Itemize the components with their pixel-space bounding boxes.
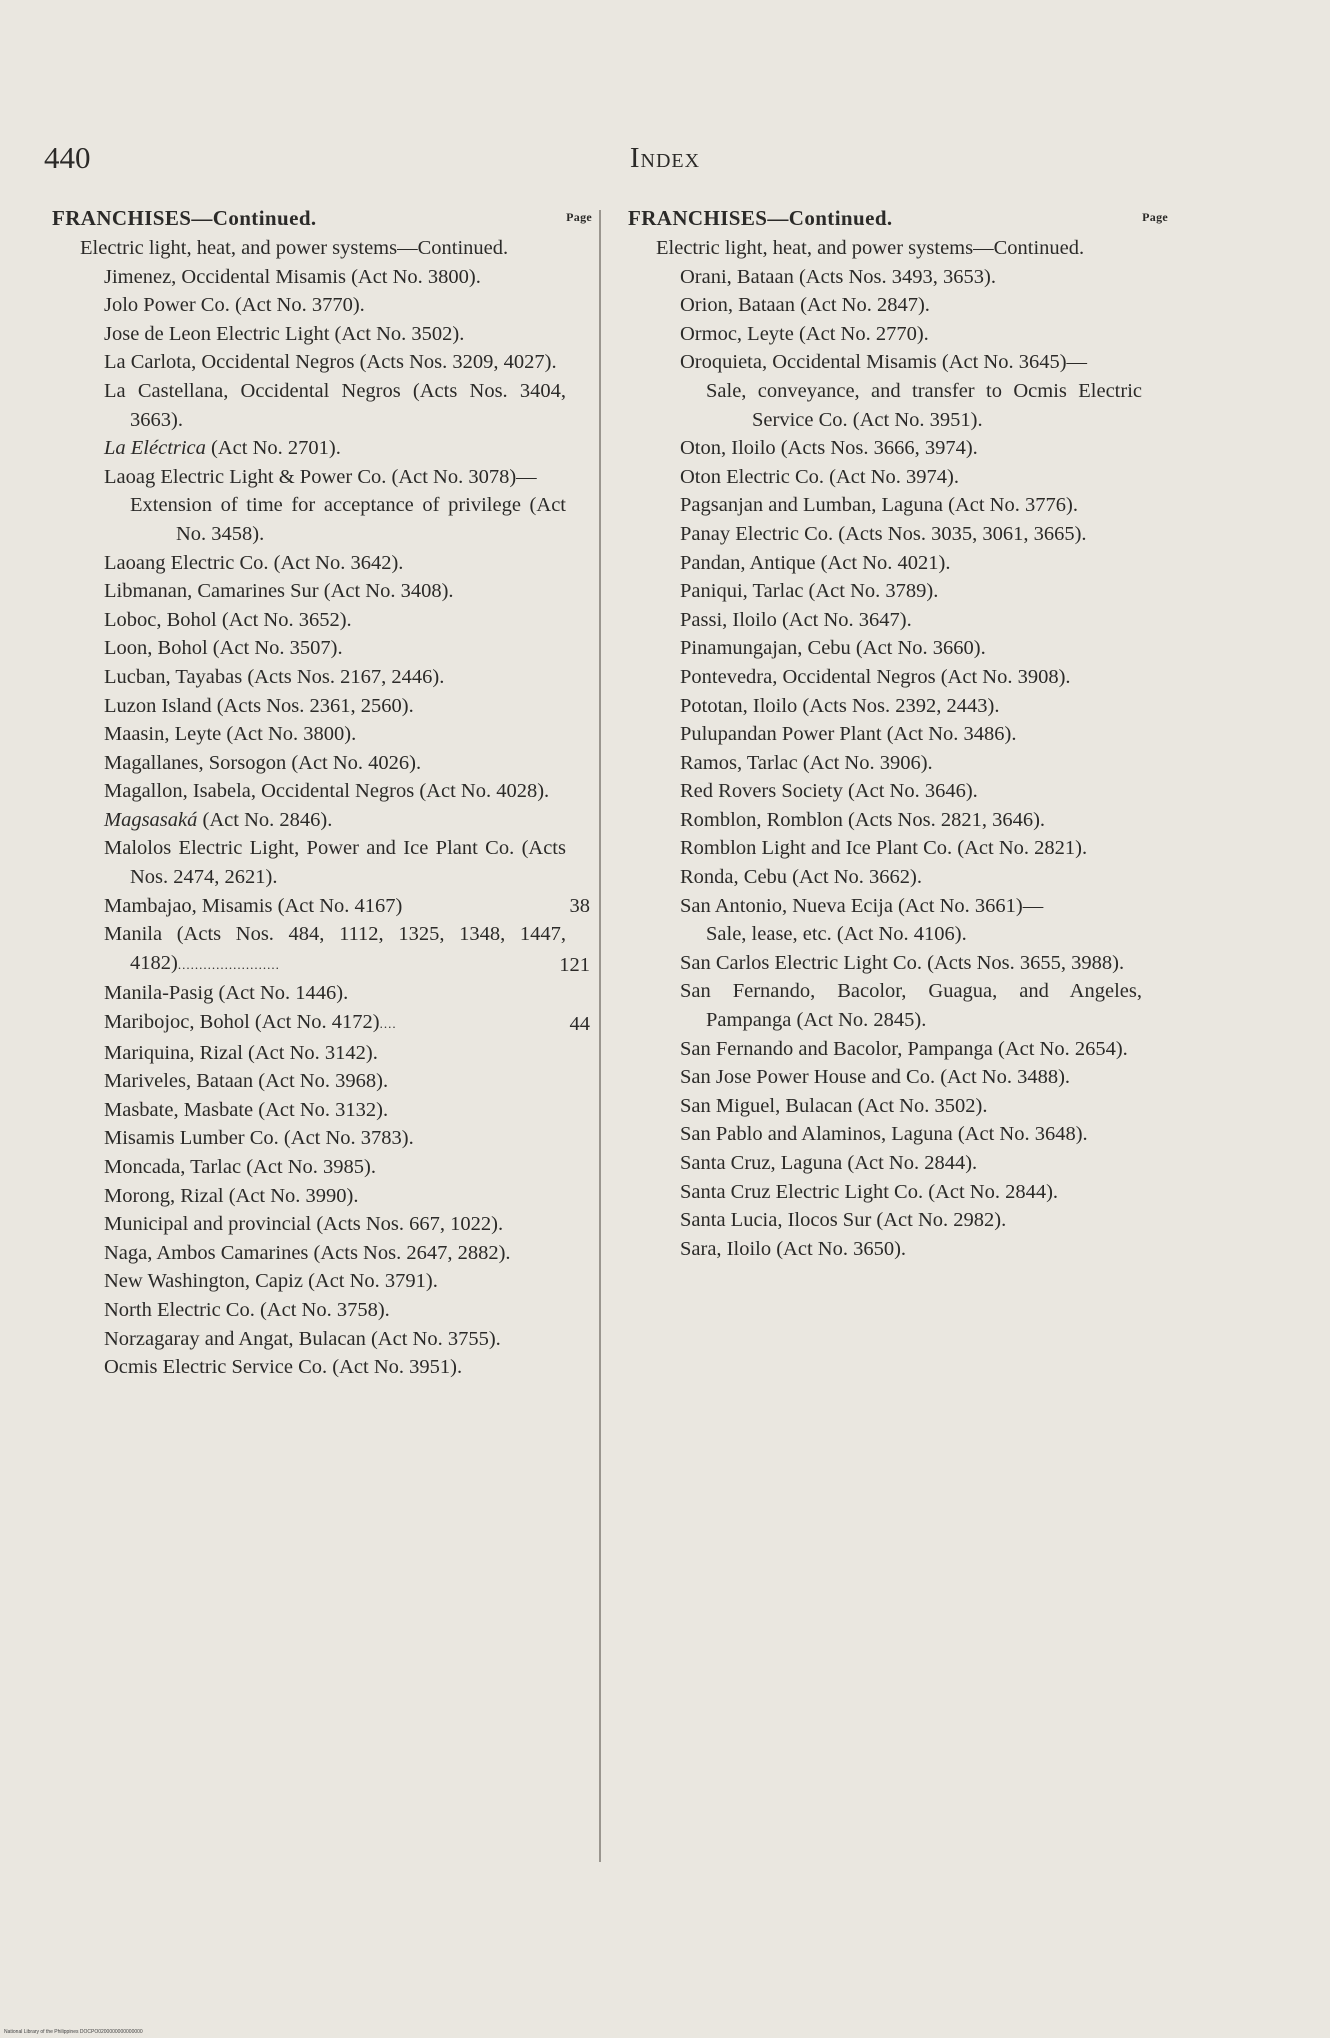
index-entry <box>680 320 1142 349</box>
index-entry <box>104 348 566 377</box>
index-entry <box>680 1092 1142 1121</box>
entry-text: (Act No. 2701). <box>205 437 341 460</box>
index-entry <box>680 606 1142 635</box>
index-entry <box>680 463 1142 492</box>
index-entry <box>680 863 1142 892</box>
index-entry <box>104 291 566 320</box>
entry-text: Laoag Electric Light & Power Co. (Act No. 3078)— <box>104 465 537 488</box>
index-entry <box>680 263 1142 292</box>
entry-text: La Carlota, Occidental Negros (Acts Nos. 3209, 4027). <box>104 351 557 374</box>
index-entry <box>680 806 1142 835</box>
entry-text: Manila (Acts Nos. 484, 1112, 1325, 1348, 1447, 4182) <box>104 923 566 974</box>
running-head: Index <box>629 142 701 174</box>
index-entry <box>680 949 1142 978</box>
leader-dots: ........................ <box>177 956 280 972</box>
index-entry <box>104 777 566 806</box>
entry-text: Sale, conveyance, and transfer to Ocmis Electric Service Co. (Act No. 3951). <box>706 379 1142 431</box>
index-entry <box>104 720 566 749</box>
entry-text: Mambajao, Misamis (Act No. 4167) <box>104 894 403 917</box>
entry-text: Sale, lease, etc. (Act No. 4106). <box>706 923 967 946</box>
entry-text: Oton, Iloilo (Acts Nos. 3666, 3974). <box>680 437 978 460</box>
page-number: 440 <box>44 140 91 175</box>
right-column <box>628 206 1168 1263</box>
index-entry <box>104 979 566 1008</box>
archive-footer: National Library of the Philippines DOCPO0200000000000000 <box>4 2029 143 2035</box>
index-entry <box>680 692 1142 721</box>
index-entry <box>680 491 1142 520</box>
index-entry <box>680 1178 1142 1207</box>
index-entry <box>680 777 1142 806</box>
index-entry <box>104 377 566 434</box>
index-entry <box>680 291 1142 320</box>
entry-text: San Fernando, Bacolor, Guagua, and Angeles, Pampanga (Act No. 2845). <box>680 980 1142 1032</box>
index-entry <box>104 1353 566 1382</box>
entry-text: San Fernando and Bacolor, Pampanga (Act No. 2654). <box>680 1037 1128 1060</box>
entry-text: San Jose Power House and Co. (Act No. 3488). <box>680 1066 1071 1089</box>
index-entry <box>104 663 566 692</box>
index-entry <box>680 1206 1142 1235</box>
index-entry <box>680 348 1142 377</box>
entry-text: Mariquina, Rizal (Act No. 3142). <box>104 1041 378 1064</box>
left-entry-list <box>52 234 590 1382</box>
entry-text: San Pablo and Alaminos, Laguna (Act No. 3648). <box>680 1123 1088 1146</box>
index-entry <box>104 606 566 635</box>
index-entry <box>104 920 590 979</box>
index-entry <box>680 1035 1142 1064</box>
index-entry <box>104 1296 566 1325</box>
entry-text: Santa Cruz Electric Light Co. (Act No. 2844). <box>680 1180 1059 1203</box>
entry-text: Jolo Power Co. (Act No. 3770). <box>104 294 365 317</box>
index-entry <box>104 1008 590 1039</box>
index-entry <box>104 1210 566 1239</box>
entry-text: Ronda, Cebu (Act No. 3662). <box>680 866 922 889</box>
entry-text: Luzon Island (Acts Nos. 2361, 2560). <box>104 694 414 717</box>
index-entry <box>680 549 1142 578</box>
index-entry <box>130 491 566 548</box>
index-entry <box>104 434 566 463</box>
entry-text: Red Rovers Society (Act No. 3646). <box>680 780 978 803</box>
entry-text: Loon, Bohol (Act No. 3507). <box>104 637 343 660</box>
entry-text: (Act No. 2846). <box>197 808 333 831</box>
page-reference: 38 <box>569 894 590 917</box>
left-column-header <box>52 206 592 234</box>
entry-text: Santa Lucia, Ilocos Sur (Act No. 2982). <box>680 1209 1007 1232</box>
entry-text: Romblon Light and Ice Plant Co. (Act No. 2821). <box>680 837 1088 860</box>
entry-text: Sara, Iloilo (Act No. 3650). <box>680 1237 907 1260</box>
entry-text: Norzagaray and Angat, Bulacan (Act No. 3755). <box>104 1327 501 1350</box>
index-entry <box>104 806 566 835</box>
entry-text: Passi, Iloilo (Act No. 3647). <box>680 608 912 631</box>
entry-text: Masbate, Masbate (Act No. 3132). <box>104 1098 389 1121</box>
index-entry <box>104 1153 566 1182</box>
index-entry <box>104 1124 566 1153</box>
entry-text: Orion, Bataan (Act No. 2847). <box>680 294 930 317</box>
index-entry <box>706 920 1142 949</box>
index-entry <box>104 577 566 606</box>
entry-text: Municipal and provincial (Acts Nos. 667, 1022). <box>104 1213 504 1236</box>
entry-text: Pagsanjan and Lumban, Laguna (Act No. 3776). <box>680 494 1078 517</box>
entry-text: Pontevedra, Occidental Negros (Act No. 3908). <box>680 665 1071 688</box>
index-entry <box>680 892 1142 921</box>
index-entry <box>680 1149 1142 1178</box>
index-entry <box>104 1067 566 1096</box>
index-entry <box>104 1325 566 1354</box>
entry-italic-title: La Eléctrica <box>104 437 206 460</box>
entry-text: San Carlos Electric Light Co. (Acts Nos. 3655, 3988). <box>680 951 1125 974</box>
entry-text: Pinamungajan, Cebu (Act No. 3660). <box>680 637 986 660</box>
entry-italic-title: Magsasaká <box>104 808 198 831</box>
index-entry <box>104 1182 566 1211</box>
entry-text: Ramos, Tarlac (Act No. 3906). <box>680 751 933 774</box>
leader-dots: .... <box>379 1016 397 1032</box>
page-reference: 44 <box>569 1013 590 1036</box>
index-entry <box>680 1063 1142 1092</box>
page-reference: 121 <box>559 953 590 976</box>
entry-text: Jimenez, Occidental Misamis (Act No. 3800). <box>104 265 481 288</box>
entry-text: Morong, Rizal (Act No. 3990). <box>104 1184 359 1207</box>
index-entry <box>104 463 566 492</box>
entry-text: San Antonio, Nueva Ecija (Act No. 3661)— <box>680 894 1044 917</box>
entry-text: Magallon, Isabela, Occidental Negros (Act No. 4028). <box>104 780 550 803</box>
index-entry <box>104 634 566 663</box>
index-entry <box>104 320 566 349</box>
index-entry <box>104 1096 566 1125</box>
entry-text: Oton Electric Co. (Act No. 3974). <box>680 465 959 488</box>
entry-text: Romblon, Romblon (Acts Nos. 2821, 3646). <box>680 808 1046 831</box>
index-entry <box>656 234 1162 263</box>
entry-text: Jose de Leon Electric Light (Act No. 3502). <box>104 322 465 345</box>
column-divider <box>599 210 601 1862</box>
index-entry <box>104 834 566 891</box>
entry-text: Laoang Electric Co. (Act No. 3642). <box>104 551 404 574</box>
entry-text: Moncada, Tarlac (Act No. 3985). <box>104 1156 376 1178</box>
index-entry <box>680 1235 1142 1264</box>
entry-text: North Electric Co. (Act No. 3758). <box>104 1298 390 1321</box>
entry-text: New Washington, Capiz (Act No. 3791). <box>104 1270 438 1293</box>
index-entry <box>680 434 1142 463</box>
entry-text: Paniqui, Tarlac (Act No. 3789). <box>680 580 939 603</box>
index-entry <box>104 549 566 578</box>
section-heading: FRANCHISES—Continued. <box>52 206 317 230</box>
entry-text: Malolos Electric Light, Power and Ice Plant Co. (Acts Nos. 2474, 2621). <box>104 837 566 889</box>
index-entry <box>680 577 1142 606</box>
index-entry <box>104 1039 566 1068</box>
entry-text: Libmanan, Camarines Sur (Act No. 3408). <box>104 580 454 603</box>
entry-text: Orani, Bataan (Acts Nos. 3493, 3653). <box>680 265 996 288</box>
index-entry <box>680 977 1142 1034</box>
entry-text: Loboc, Bohol (Act No. 3652). <box>104 608 352 631</box>
entry-text: Electric light, heat, and power systems—Continued. <box>80 237 509 259</box>
entry-text: Pototan, Iloilo (Acts Nos. 2392, 2443). <box>680 694 1000 717</box>
entry-text: Pulupandan Power Plant (Act No. 3486). <box>680 723 1017 746</box>
entry-text: Manila-Pasig (Act No. 1446). <box>104 982 349 1005</box>
entry-text: Panay Electric Co. (Acts Nos. 3035, 3061, 3665). <box>680 522 1087 545</box>
section-heading: FRANCHISES—Continued. <box>628 206 893 230</box>
entry-text: Mariveles, Bataan (Act No. 3968). <box>104 1070 389 1093</box>
page-column-label: Page <box>1142 210 1168 224</box>
entry-text: Electric light, heat, and power systems—Continued. <box>656 237 1085 259</box>
right-column-header <box>628 206 1168 234</box>
entry-text: Maribojoc, Bohol (Act No. 4172) <box>104 1011 380 1034</box>
page-column-label: Page <box>566 210 592 224</box>
index-entry <box>104 263 566 292</box>
index-entry <box>706 377 1142 434</box>
index-entry <box>80 234 586 263</box>
entry-text: La Castellana, Occidental Negros (Acts Nos. 3404, 3663). <box>104 379 566 431</box>
index-entry <box>680 520 1142 549</box>
index-entry <box>680 634 1142 663</box>
entry-text: Oroquieta, Occidental Misamis (Act No. 3645)— <box>680 351 1088 374</box>
entry-text: Naga, Ambos Camarines (Acts Nos. 2647, 2882). <box>104 1241 511 1264</box>
entry-text: Ormoc, Leyte (Act No. 2770). <box>680 322 929 345</box>
entry-text: San Miguel, Bulacan (Act No. 3502). <box>680 1094 988 1117</box>
entry-text: Lucban, Tayabas (Acts Nos. 2167, 2446). <box>104 665 445 688</box>
entry-text: Pandan, Antique (Act No. 4021). <box>680 551 951 574</box>
entry-text: Magallanes, Sorsogon (Act No. 4026). <box>104 751 422 774</box>
index-entry <box>104 1239 566 1268</box>
left-column <box>52 206 592 1382</box>
index-entry <box>104 1267 566 1296</box>
index-entry <box>680 834 1142 863</box>
index-entry <box>104 892 590 921</box>
index-entry <box>680 720 1142 749</box>
index-entry <box>680 749 1142 778</box>
index-entry <box>104 692 566 721</box>
entry-text: Santa Cruz, Laguna (Act No. 2844). <box>680 1152 978 1174</box>
entry-text: Extension of time for acceptance of privilege (Act No. 3458). <box>130 494 566 545</box>
entry-text: Misamis Lumber Co. (Act No. 3783). <box>104 1127 414 1150</box>
index-entry <box>104 749 566 778</box>
index-entry <box>680 663 1142 692</box>
index-entry <box>680 1120 1142 1149</box>
entry-text: Ocmis Electric Service Co. (Act No. 3951). <box>104 1356 463 1379</box>
entry-text: Maasin, Leyte (Act No. 3800). <box>104 723 357 746</box>
right-entry-list <box>628 234 1162 1263</box>
